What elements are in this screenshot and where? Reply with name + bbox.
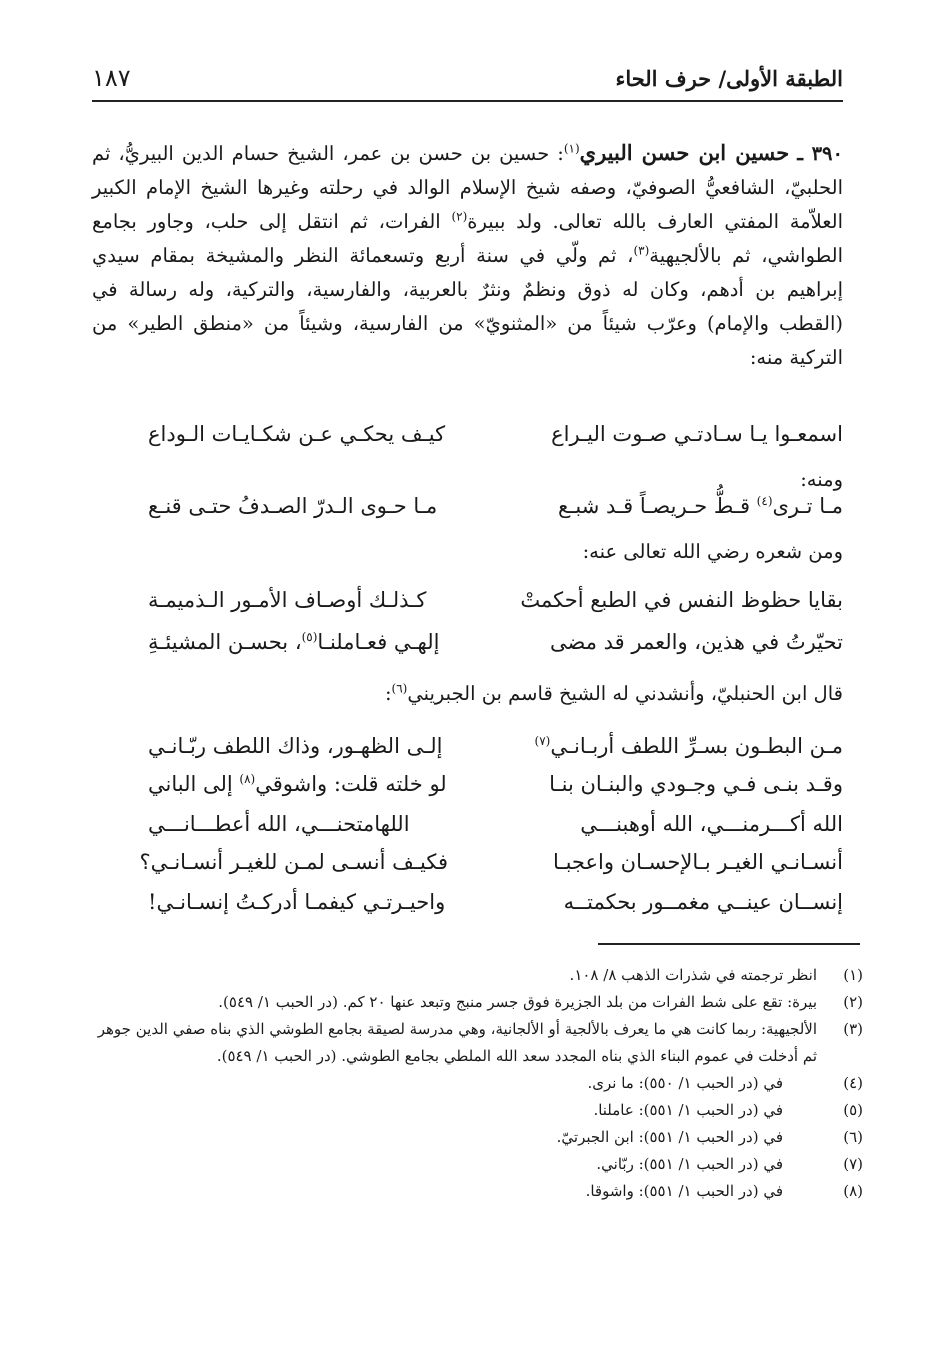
footnote-text: الألجيهية: ربما كانت هي ما يعرف بالألجية أو الألجانية، وهي مدرسة لصيقة بجامع الطوشي الذي بناه صفي الدين جوهر ثم أدخلت في عموم البناء الذي بناه المجدد سعد الله الملطي بجامع الطوشي. (در الحبب ١/ ٥٤٩). xyxy=(97,1020,817,1065)
section-label: ومن شعره رضي الله تعالى عنه: xyxy=(582,540,843,563)
footnote xyxy=(92,1070,863,1097)
verse-line xyxy=(92,850,843,890)
verse-first-hemistich: تحيّرتُ في هذين، والعمر قد مضى xyxy=(550,630,843,654)
verse-first-hemistich: اسمعـوا يـا سـادتـي صـوت اليـراع xyxy=(551,422,843,446)
footnote-number: (١) xyxy=(843,966,863,984)
verse-first-hemistich xyxy=(487,734,843,758)
footnote xyxy=(92,1016,863,1070)
verse-line xyxy=(92,812,843,852)
footnote-rule xyxy=(598,943,860,945)
footnote-ref: (٣) xyxy=(633,243,650,258)
verse-second-hemistich: كـذلـك أوصـاف الأمـور الـذميمـة xyxy=(148,588,427,612)
verse-first-hemistich: الله أكـــرمنـــي، الله أوهبنـــي xyxy=(580,812,843,836)
header-rule xyxy=(92,100,843,102)
footnote-ref: (٦) xyxy=(391,681,408,696)
verse-second-hemistich: اللهامتحنـــي، الله أعطـــانـــي xyxy=(148,812,410,836)
verse-text: لو خلته قلت: واشوقي xyxy=(255,772,447,796)
verse-text: ، بحسـن المشيئـةِ xyxy=(148,630,302,654)
verse-second-hemistich: واحيـرتـي كيفمـا أدركـتُ إنسـانـي! xyxy=(148,890,446,914)
section-label xyxy=(92,682,843,705)
footnote-number: (٣) xyxy=(843,1020,863,1038)
footnote xyxy=(92,1151,863,1178)
label-text: : xyxy=(384,682,392,705)
verse-text: إلى الباني xyxy=(148,772,240,796)
footnote-text: في (در الحبب ١/ ٥٥٠): ما نرى. xyxy=(587,1074,783,1092)
verse-second-hemistich: مـا حـوى الـدرّ الصـدفُ حتـى قنـع xyxy=(148,494,438,518)
entry-name: حسين ابن حسن البيري xyxy=(579,140,790,165)
verse-text: إلهـي فعـاملنـا xyxy=(317,630,440,654)
footnote-ref: (٤) xyxy=(756,494,773,508)
footnote-text: في (در الحبب ١/ ٥٥١): عاملنا. xyxy=(593,1101,783,1119)
footnote-text: في (در الحبب ١/ ٥٥١): ابن الجبرتيّ. xyxy=(556,1128,783,1146)
footnote-number: (٢) xyxy=(843,993,863,1011)
footnote-number: (٥) xyxy=(843,1101,863,1119)
footnote xyxy=(92,1178,863,1205)
verse-text: مـن البطـون بسـرِّ اللطف أربـانـي xyxy=(550,734,843,758)
label-text: قال ابن الحنبليّ، وأنشدني له الشيخ قاسم بن الجبريني xyxy=(407,682,843,705)
footnote-number: (٧) xyxy=(843,1155,863,1173)
footnote-text: في (در الحبب ١/ ٥٥١): ربّاني. xyxy=(596,1155,783,1173)
entry-number: ٣٩٠ ـ xyxy=(797,142,843,165)
footnote-text: في (در الحبب ١/ ٥٥١): واشوقا. xyxy=(585,1182,783,1200)
verse-text: مـا تـرى xyxy=(772,494,843,518)
footnote-ref: (٧) xyxy=(534,734,551,748)
entry-text: الفرات، ثم انتقل إلى حلب، وجاور بجامع الطواشي، ثم بالألجيهية xyxy=(92,210,843,267)
footnote-text: انظر ترجمته في شذرات الذهب ٨/ ١٠٨. xyxy=(569,966,817,984)
verse-line xyxy=(92,890,843,930)
verse-first-hemistich: بقايا حظوظ النفس في الطبع أحكمتْ xyxy=(520,588,843,612)
footnote-ref: (٢) xyxy=(451,209,468,224)
footnote xyxy=(92,989,863,1016)
verse-second-hemistich xyxy=(148,630,448,654)
verse-line xyxy=(92,422,843,462)
footnote xyxy=(92,1097,863,1124)
verse-first-hemistich: أنسـانـي الغيـر بـالإحسـان واعجبـا xyxy=(553,850,843,874)
footnote xyxy=(92,962,863,989)
page-number: ١٨٧ xyxy=(92,64,131,92)
entry-paragraph xyxy=(92,136,843,375)
verse-line xyxy=(92,772,843,812)
verse-second-hemistich xyxy=(148,772,448,796)
section-label: ومنه: xyxy=(800,468,843,491)
footnotes xyxy=(92,962,863,1205)
verse-line xyxy=(92,734,843,774)
footnote-ref: (١) xyxy=(563,141,580,156)
verse-second-hemistich: كيـف يحكـي عـن شكـايـات الـوداع xyxy=(148,422,446,446)
footnote-text: بيرة: تقع على شط الفرات من بلد الجزيرة فوق جسر منبج وتبعد عنها ٢٠ كم. (در الحبب ١/ ٥٤٩). xyxy=(218,993,817,1011)
verse-second-hemistich: فكيـف أنسـى لمـن للغيـر أنسـانـي؟ xyxy=(139,850,448,874)
verse-line xyxy=(92,630,843,670)
footnote-number: (٨) xyxy=(843,1182,863,1200)
verse-text: قـطُّ حـريصـاً قـد شبـع xyxy=(558,494,757,518)
footnote-number: (٤) xyxy=(843,1074,863,1092)
page-header xyxy=(92,58,843,106)
verse-first-hemistich xyxy=(487,494,843,518)
verse-line xyxy=(92,588,843,628)
entry-text: ، ثم ولّي في سنة أربع وتسعمائة النظر والمشيخة بمقام سيدي إبراهيم بن أدهم، وكان له ذوق ونظمٌ ونثرٌ بالعربية، والفارسية، والتركية، وله رسالة في (القطب والإمام) وعرّب شيئاً من «المثنويّ» من الفارسية، وشيئاً من «منطق الطير» من التركية منه: xyxy=(92,244,843,369)
footnote-ref: (٨) xyxy=(239,772,256,786)
verse-second-hemistich: إلـى الظهـور، وذاك اللطف ربّـانـي xyxy=(148,734,443,758)
running-title: الطبقة الأولى/ حرف الحاء xyxy=(615,66,843,91)
entry-text: : حسين بن حسن بن عمر، الشيخ حسام الدين البيريُّ، ثم الحلبيّ، الشافعيُّ الصوفيّ، وصفه شيخ الإسلام الوالد في رحلته وغيرها الشيخ الإمام الكبير العلاّمة المفتي العارف بالله تعالى. ولد ببيرة xyxy=(92,142,844,233)
footnote-ref: (٥) xyxy=(301,630,318,644)
footnote-number: (٦) xyxy=(843,1128,863,1146)
footnote xyxy=(92,1124,863,1151)
verse-line xyxy=(92,494,843,534)
verse-first-hemistich: وقـد بنـى فـي وجـودي والبنـان بنـا xyxy=(549,772,843,796)
verse-first-hemistich: إنســان عينــي مغمــور بحكمتــه xyxy=(563,890,843,914)
